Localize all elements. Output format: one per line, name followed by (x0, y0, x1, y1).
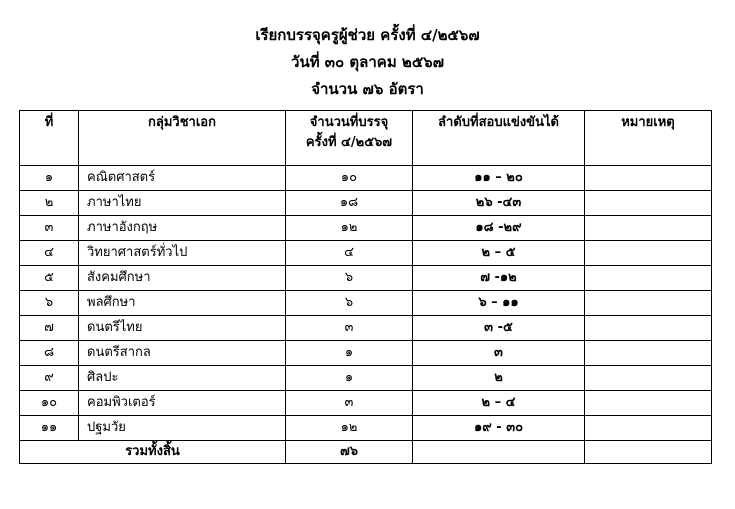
row-no: ๔ (20, 241, 79, 266)
row-count: ๖ (286, 291, 413, 316)
row-group: ภาษาอังกฤษ (79, 216, 286, 241)
row-note (585, 366, 712, 391)
row-rank: ๒ (413, 366, 585, 391)
row-note (585, 241, 712, 266)
row-count: ๑๒ (286, 216, 413, 241)
row-rank: ๖ – ๑๑ (413, 291, 585, 316)
row-no: ๑๑ (20, 416, 79, 441)
table-row (20, 191, 712, 216)
document-header (0, 22, 735, 103)
total-count: ๗๖ (286, 441, 413, 464)
row-note (585, 216, 712, 241)
row-group: ดนตรีสากล (79, 341, 286, 366)
row-rank: ๓ -๕ (413, 316, 585, 341)
row-no: ๙ (20, 366, 79, 391)
header-note: หมายเหตุ (585, 111, 712, 166)
row-group: วิทยาศาสตร์ทั่วไป (79, 241, 286, 266)
header-group: กลุ่มวิชาเอก (79, 111, 286, 166)
row-note (585, 316, 712, 341)
row-group: ภาษาไทย (79, 191, 286, 216)
table-row (20, 266, 712, 291)
document-title: เรียกบรรจุครูผู้ช่วย ครั้งที่ ๔/๒๕๖๗ (255, 26, 480, 44)
table-header-row (20, 111, 712, 166)
assignment-table (19, 110, 712, 464)
row-group: ปฐมวัย (79, 416, 286, 441)
row-note (585, 391, 712, 416)
row-no: ๘ (20, 341, 79, 366)
total-label: รวมทั้งสิ้น (20, 441, 286, 464)
row-count: ๖ (286, 266, 413, 291)
row-note (585, 291, 712, 316)
row-rank: ๑๘ -๒๙ (413, 216, 585, 241)
row-note (585, 341, 712, 366)
row-note (585, 266, 712, 291)
header-no: ที่ (20, 111, 79, 166)
row-rank: ๒ – ๕ (413, 241, 585, 266)
row-rank: ๒ – ๔ (413, 391, 585, 416)
row-no: ๑ (20, 166, 79, 191)
total-rank (413, 441, 585, 464)
row-no: ๕ (20, 266, 79, 291)
total-note (585, 441, 712, 464)
table-row (20, 391, 712, 416)
table-row (20, 216, 712, 241)
table-row (20, 316, 712, 341)
row-group: ดนตรีไทย (79, 316, 286, 341)
row-count: ๑๘ (286, 191, 413, 216)
table-row (20, 166, 712, 191)
row-rank: ๒๖ -๔๓ (413, 191, 585, 216)
header-count-line2: ครั้งที่ ๔/๒๕๖๗ (305, 135, 393, 150)
row-group: คอมพิวเตอร์ (79, 391, 286, 416)
row-rank: ๗ -๑๒ (413, 266, 585, 291)
header-rank: ลำดับที่สอบแข่งขันได้ (413, 111, 585, 166)
header-count (286, 111, 413, 166)
row-count: ๑ (286, 341, 413, 366)
row-count: ๑ (286, 366, 413, 391)
row-count: ๓ (286, 391, 413, 416)
row-rank: ๑๙ - ๓๐ (413, 416, 585, 441)
row-count: ๑๐ (286, 166, 413, 191)
document-date: วันที่ ๓๐ ตุลาคม ๒๕๖๗ (291, 53, 444, 71)
row-no: ๖ (20, 291, 79, 316)
row-count: ๓ (286, 316, 413, 341)
row-group: คณิตศาสตร์ (79, 166, 286, 191)
row-no: ๗ (20, 316, 79, 341)
row-group: พลศึกษา (79, 291, 286, 316)
row-note (585, 166, 712, 191)
row-rank: ๓ (413, 341, 585, 366)
table-row (20, 241, 712, 266)
table-row (20, 341, 712, 366)
row-count: ๑๒ (286, 416, 413, 441)
row-group: สังคมศึกษา (79, 266, 286, 291)
row-rank: ๑๑ – ๒๐ (413, 166, 585, 191)
total-row (20, 441, 712, 464)
row-count: ๔ (286, 241, 413, 266)
document-quota: จำนวน ๗๖ อัตรา (311, 80, 424, 98)
row-no: ๑๐ (20, 391, 79, 416)
table-row (20, 416, 712, 441)
table-row (20, 291, 712, 316)
header-count-line1: จำนวนที่บรรจุ (309, 115, 389, 130)
row-note (585, 416, 712, 441)
row-note (585, 191, 712, 216)
table-row (20, 366, 712, 391)
row-group: ศิลปะ (79, 366, 286, 391)
row-no: ๒ (20, 191, 79, 216)
row-no: ๓ (20, 216, 79, 241)
